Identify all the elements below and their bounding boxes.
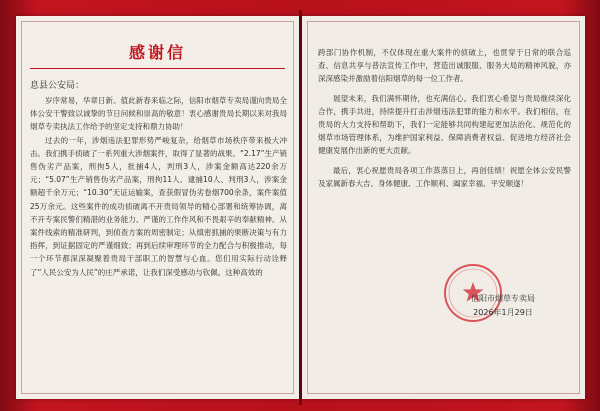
paragraph-review: 过去的一年，涉烟违法犯罪形势严峻复杂，给烟草市场秩序带来极大冲击。我们携手侦破了一系列重大涉烟案件，取得了显著的战果。“2.17”生产销售伪劣产品案，刑拘5人，批捕4人，判刑3人，涉案金额高达220余万元；“5.07”生产销售伪劣产品案，刑拘11人、逮捕10人、判刑3人，涉案金额超千余万元；“10.30”无证运输案，查获假冒伪劣卷烟700余条，案件案值25万余元。这些案件的成功侦破离不开贵局领导的精心部署和统筹协调，离不开专案民警们精湛的业务能力、严谨的工作作风和不畏艰辛的奉献精神。从案件线索的精准研判，到侦查方案的周密制定；从缜密抓捕的果断决策与有力指挥，到证据固定的严谨细致；再到后续审理环节的全力配合与积极推动，每一个环节都深深凝聚着贵局干部职工的智慧与心血。您们用实际行动诠释了“人民公安为人民”的庄严承诺，让我们深受感动与钦佩。这种高效的 xyxy=(30,135,287,277)
salutation: 息县公安局： xyxy=(30,81,85,91)
signature-block xyxy=(471,292,535,320)
paragraph-continued: 跨部门协作机制，不仅体现在重大案件的侦破上，也贯穿于日常的联合巡查、信息共享与普法宣传工作中，营造出诚服服、服务大局的精神风貌，亦深深感染并激励着信阳烟草的每一位工作者。 xyxy=(318,48,571,84)
paragraph-greeting: 岁序常易，华章日新。值此新春来临之际，信阳市烟草专卖局谨向贵局全体公安干警致以诚挚的节日问候和崇高的敬意！衷心感谢贵局长期以来对我局烟草专卖执法工作给予的坚定支持和鼎力协助！ xyxy=(30,96,287,132)
signature-date: 2026年1月29日 xyxy=(473,308,533,317)
left-page xyxy=(16,16,299,399)
left-body xyxy=(30,94,287,279)
right-page xyxy=(302,16,585,399)
signature-org: 信阳市烟草专卖局 xyxy=(471,294,535,303)
right-body xyxy=(318,46,571,190)
letter-title: 感谢信 xyxy=(128,43,186,62)
paragraph-closing: 最后，衷心祝愿贵局各项工作蒸蒸日上，再创佳绩！祝愿全体公安民警及家属新春大吉、身体健康、工作顺利、阖家幸福、平安顺遂！ xyxy=(318,165,571,188)
title-divider xyxy=(30,68,285,69)
paragraph-outlook: 展望未来，我们满怀期待，也充满信心。我们衷心希望与贵局继续深化合作，携手共进，持续提升打击涉烟违法犯罪的能力和水平。我们相信，在贵局的大力支持和帮助下，我们一定能够共同构建起更加法治化、规范化的烟草市场管理体系，为维护国家利益、保障消费者权益、促进地方经济社会健康发展作出新的更大贡献。 xyxy=(318,93,571,156)
